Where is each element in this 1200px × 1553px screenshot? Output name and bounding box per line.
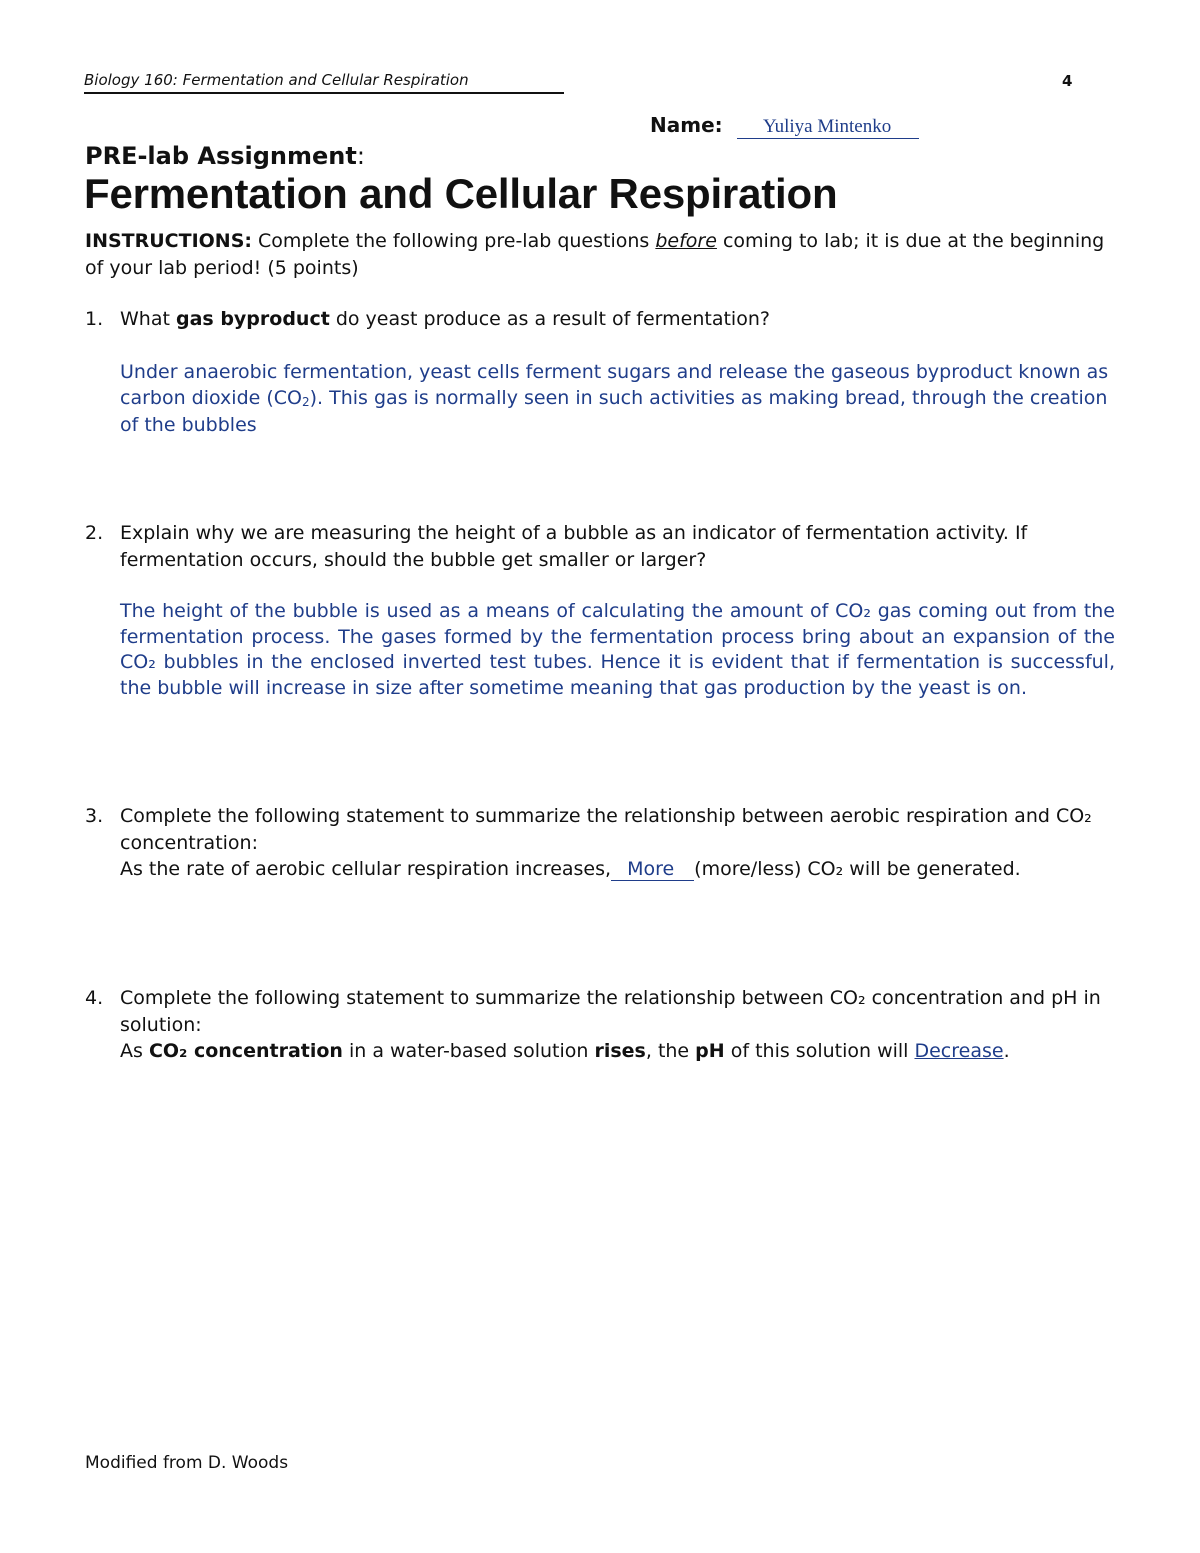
prelab-colon: : bbox=[356, 142, 365, 170]
question-text: Complete the following statement to summarize the relationship between CO₂ concentration and pH in solution: bbox=[120, 987, 1101, 1036]
prelab-label: PRE-lab Assignment bbox=[85, 142, 357, 170]
question-text-part: do yeast produce as a result of fermentation? bbox=[329, 308, 770, 330]
course-title: Biology 160: Fermentation and Cellular Respiration bbox=[84, 71, 469, 89]
question-number: 1. bbox=[85, 308, 104, 330]
page-number: 4 bbox=[1062, 72, 1073, 90]
statement-3 bbox=[120, 856, 1115, 883]
question-3 bbox=[85, 803, 1115, 883]
answer-subscript: 2 bbox=[302, 395, 310, 409]
page-header bbox=[84, 70, 564, 94]
instructions-emphasis: before bbox=[655, 230, 717, 252]
answer-text: Under anaerobic fermentation, yeast cells ferment sugars and release the gaseous byproduct known as carbon dioxide (CO bbox=[120, 360, 1109, 409]
name-value: Yuliya Mintenko bbox=[737, 116, 919, 139]
answer-2: The height of the bubble is used as a means of calculating the amount of CO₂ gas coming out from the fermentation process. The gases formed by the fermentation process bring about an expansion of the CO₂ bubbles in the enclosed inverted test tubes. Hence it is evident that if fermentation is successful, the bubble will increase in size after sometime meaning that gas production by the yeast is on. bbox=[120, 600, 1115, 699]
statement-text: As bbox=[120, 1040, 149, 1062]
question-text: Complete the following statement to summarize the relationship between aerobic respiration and CO₂ concentration: bbox=[120, 805, 1092, 854]
answer-text: ). This gas is normally seen in such activities as making bread, through the creation of the bubbles bbox=[120, 387, 1108, 436]
instructions-text-1: Complete the following pre-lab questions bbox=[251, 230, 656, 252]
name-label: Name: bbox=[650, 113, 723, 137]
statement-text: As the rate of aerobic cellular respiration increases, bbox=[120, 858, 612, 880]
instructions-label: INSTRUCTIONS: bbox=[85, 230, 252, 252]
statement-4 bbox=[120, 1038, 1115, 1065]
question-number: 2. bbox=[85, 522, 104, 544]
question-number: 3. bbox=[85, 805, 104, 827]
statement-text: . bbox=[1003, 1040, 1010, 1062]
statement-bold: rises bbox=[594, 1040, 646, 1062]
prelab-heading bbox=[85, 142, 365, 170]
answer-blank-4: Decrease bbox=[914, 1040, 1004, 1062]
statement-text: of this solution will bbox=[724, 1040, 915, 1062]
answer-1 bbox=[120, 359, 1115, 439]
name-line bbox=[650, 113, 919, 139]
footer-credit: Modified from D. Woods bbox=[85, 1453, 289, 1473]
statement-bold: pH bbox=[695, 1040, 725, 1062]
page-title: Fermentation and Cellular Respiration bbox=[84, 170, 838, 217]
question-bold: gas byproduct bbox=[175, 308, 330, 330]
question-text: Explain why we are measuring the height of a bubble as an indicator of fermentation activity. If fermentation occurs, should the bubble get smaller or larger? bbox=[120, 522, 1028, 571]
statement-text: (more/less) CO₂ will be generated. bbox=[694, 858, 1021, 880]
instructions bbox=[85, 228, 1125, 282]
answer-blank-3: More bbox=[611, 858, 694, 881]
question-2 bbox=[85, 520, 1115, 701]
question-text-part: What bbox=[120, 308, 176, 330]
statement-text: in a water-based solution bbox=[342, 1040, 595, 1062]
statement-bold: CO₂ concentration bbox=[148, 1040, 343, 1062]
instructions-text-2: coming to lab; it is due at the beginning of your lab period! (5 points) bbox=[85, 230, 1105, 279]
statement-text: , the bbox=[645, 1040, 696, 1062]
question-number: 4. bbox=[85, 987, 104, 1009]
question-text bbox=[120, 306, 1115, 333]
question-4 bbox=[85, 985, 1115, 1065]
question-1 bbox=[85, 306, 1115, 438]
